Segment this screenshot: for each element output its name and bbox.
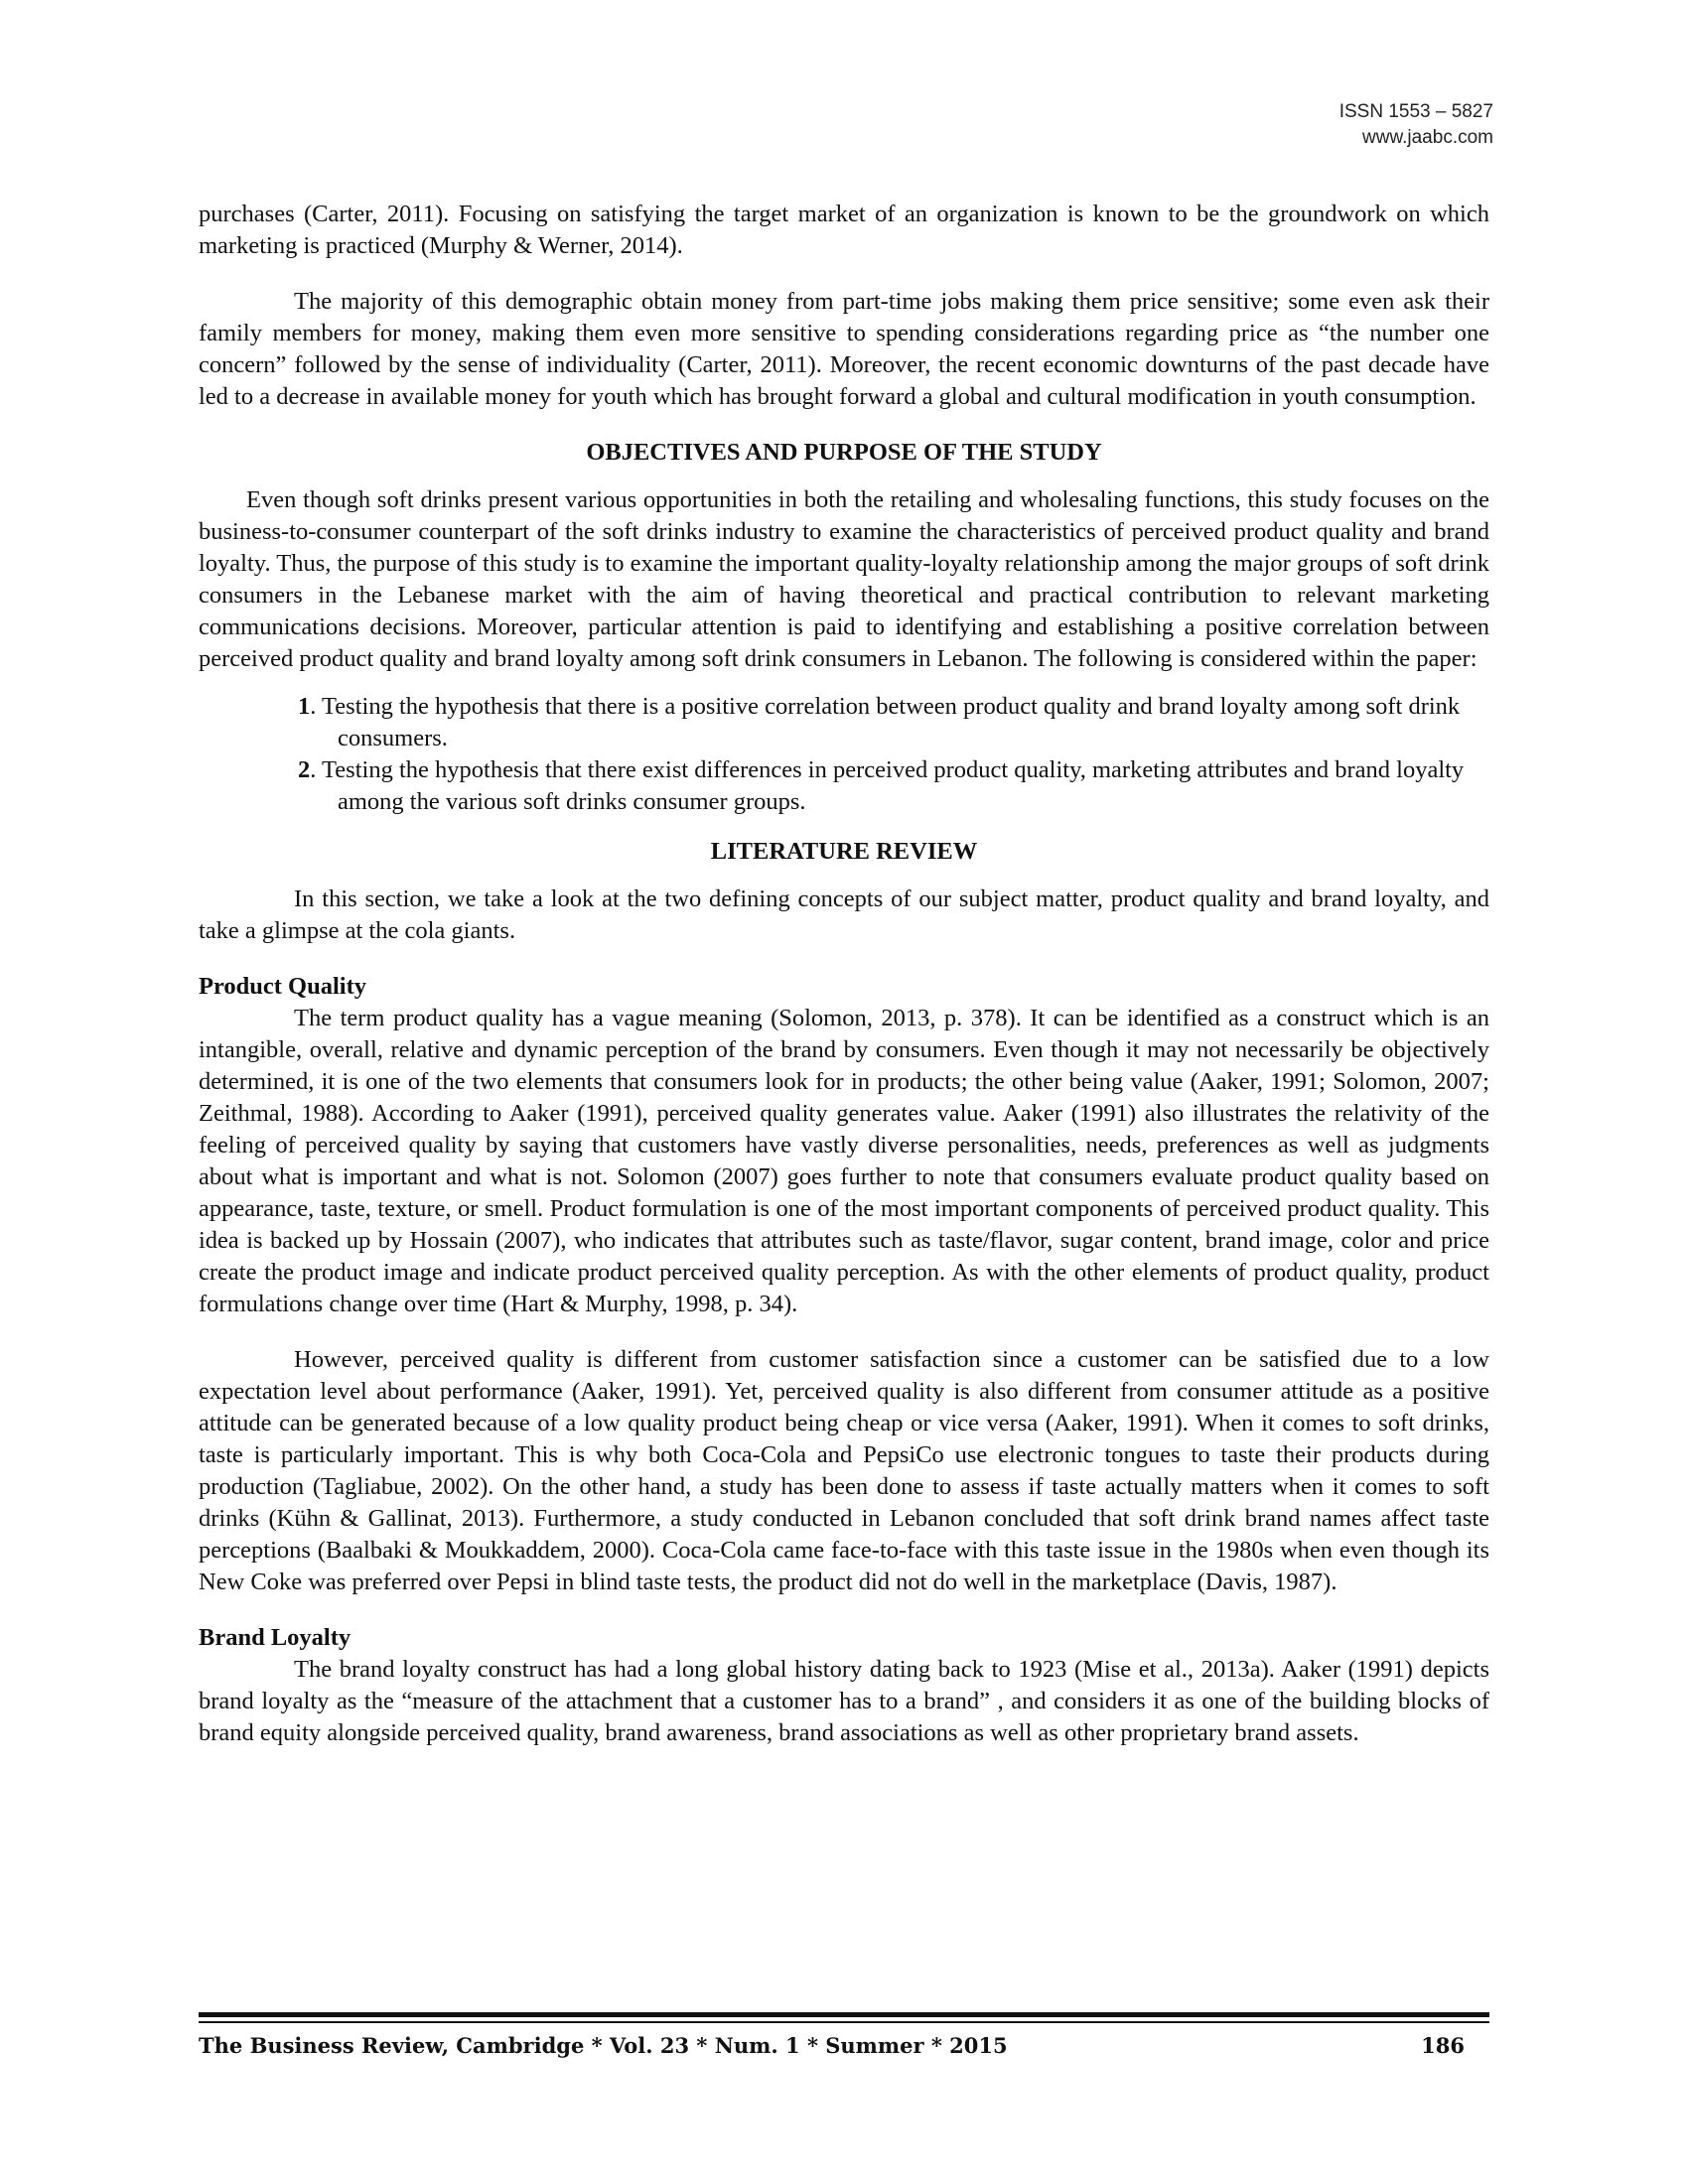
paragraph-literature-intro: In this section, we take a look at the two defining concepts of our subject matter, product quality and brand loyalty, and take a glimpse at the cola giants.	[199, 886, 1489, 944]
website-link[interactable]: www.jaabc.com	[1362, 127, 1493, 148]
paragraph-product-quality-2: However, perceived quality is different from customer satisfaction since a customer can be satisfied due to a low expectation level about performance (Aaker, 1991). Yet, perceived quality is also different from consumer attitude as a positive attitude can be generated because of a low quality product being cheap or vice versa (Aaker, 1991). When it comes to soft drinks, taste is particularly important. This is why both Coca-Cola and PepsiCo use electronic tongues to taste their products during production (Tagliabue, 2002). On the other hand, a study has been done to assess if taste actually matters when it comes to soft drinks (Kühn & Gallinat, 2013). Furthermore, a study conducted in Lebanon concluded that soft drink brand names affect taste perceptions (Baalbaki & Moukkaddem, 2000). Coca-Cola came face-to-face with this taste issue in the 1980s when even though its New Coke was preferred over Pepsi in blind taste tests, the product did not do well in the marketplace (Davis, 1987).	[199, 1346, 1489, 1595]
list-item	[199, 691, 1489, 754]
section-heading-objectives: OBJECTIVES AND PURPOSE OF THE STUDY	[586, 439, 1102, 466]
list-item-number: 1	[298, 693, 311, 720]
paragraph-brand-loyalty-1: The brand loyalty construct has had a long global history dating back to 1923 (Mise et al., 2013a). Aaker (1991) depicts brand loyalty as the “measure of the attachment that a customer has to a brand” , and considers it as one of the building blocks of brand equity alongside perceived quality, brand awareness, brand associations as well as other proprietary brand assets.	[199, 1656, 1489, 1746]
footer-rule-thin	[199, 2021, 1489, 2023]
list-item	[199, 754, 1489, 818]
section-heading-literature: LITERATURE REVIEW	[710, 838, 978, 865]
paragraph-continuation: purchases (Carter, 2011). Focusing on satisfying the target market of an organization is known to be the groundwork on which marketing is practiced (Murphy & Werner, 2014).	[199, 201, 1489, 259]
issn-label: ISSN 1553 – 5827	[1338, 101, 1493, 122]
footer-rule-thick	[199, 2012, 1489, 2017]
paragraph-product-quality-1: The term product quality has a vague meaning (Solomon, 2013, p. 378). It can be identified as a construct which is an intangible, overall, relative and dynamic perception of the brand by consumers. Even though it may not necessarily be objectively determined, it is one of the two elements that consumers look for in products; the other being value (Aaker, 1991; Solomon, 2007; Zeithmal, 1988). According to Aaker (1991), perceived quality generates value. Aaker (1991) also illustrates the relativity of the feeling of perceived quality by saying that customers have vastly diverse personalities, needs, preferences as well as judgments about what is important and what is not. Solomon (2007) goes further to note that consumers evaluate product quality based on appearance, taste, texture, or smell. Product formulation is one of the most important components of perceived product quality. This idea is backed up by Hossain (2007), who indicates that attributes such as taste/flavor, sugar content, brand image, color and price create the product image and indicate product perceived quality perception. As with the other elements of product quality, product formulations change over time (Hart & Murphy, 1998, p. 34).	[199, 1005, 1489, 1317]
subsection-heading-brand-loyalty: Brand Loyalty	[199, 1624, 352, 1651]
page-number: 186	[1421, 2033, 1465, 2058]
article-body	[199, 199, 1489, 1749]
objectives-list	[199, 691, 1489, 818]
paragraph-objectives: Even though soft drinks present various opportunities in both the retailing and wholesaling functions, this study focuses on the business-to-consumer counterpart of the soft drinks industry to examine the characteristics of perceived product quality and brand loyalty. Thus, the purpose of this study is to examine the important quality-loyalty relationship among the major groups of soft drink consumers in the Lebanese market with the aim of having theoretical and practical contribution to relevant marketing communications decisions. Moreover, particular attention is paid to identifying and establishing a positive correlation between perceived product quality and brand loyalty among soft drink consumers in Lebanon. The following is considered within the paper:	[199, 486, 1489, 672]
paragraph-demographic: The majority of this demographic obtain money from part-time jobs making them price sensitive; some even ask their family members for money, making them even more sensitive to spending considerations regarding price as “the number one concern” followed by the sense of individuality (Carter, 2011). Moreover, the recent economic downturns of the past decade have led to a decrease in available money for youth which has brought forward a global and cultural modification in youth consumption.	[199, 288, 1489, 410]
list-item-text: . Testing the hypothesis that there is a positive correlation between product quality and brand loyalty among soft drink consumers.	[310, 693, 1461, 751]
page-header	[1339, 99, 1493, 151]
subsection-heading-product-quality: Product Quality	[199, 973, 367, 1000]
journal-citation: The Business Review, Cambridge * Vol. 23 * Num. 1 * Summer * 2015	[199, 2033, 1008, 2058]
list-item-text: . Testing the hypothesis that there exist differences in perceived product quality, marketing attributes and brand loyalty among the various soft drinks consumer groups.	[310, 756, 1465, 815]
list-item-number: 2	[298, 756, 311, 783]
